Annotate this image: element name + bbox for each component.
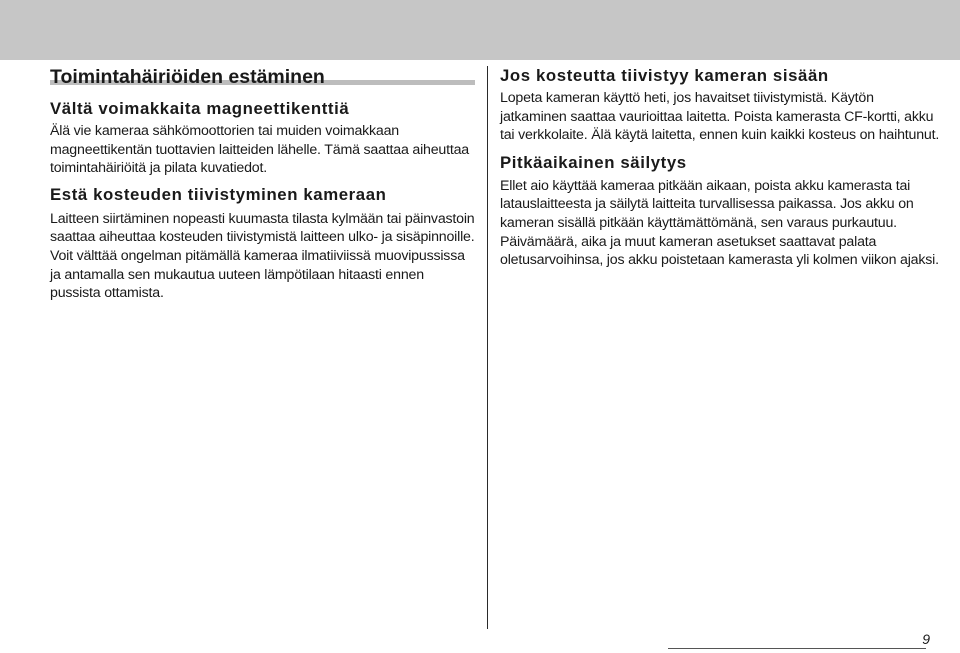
column-divider <box>487 66 488 629</box>
paragraph-internal-condensation: Lopeta kameran käyttö heti, jos havaitset tiivistymistä. Käytön jatkaminen saattaa vaurioittaa laitetta. Poista kamerasta CF-kortti, akku tai verkkolaite. Älä käytä laitetta, ennen kuin kaikki kosteus on haihtunut. <box>500 90 940 144</box>
paragraph-condensation-cause: Laitteen siirtäminen nopeasti kuumasta tilasta kylmään tai päinvastoin saattaa aiheuttaa kosteuden tiivistymistä laitteen ulko- ja sisäpinnoille. <box>50 210 475 246</box>
header-band <box>0 0 960 60</box>
section-heading-long-term-storage: Pitkäaikainen säilytys <box>500 152 687 172</box>
page-title-text: Toimintahäiriöiden estäminen <box>50 66 325 88</box>
left-column <box>50 66 475 303</box>
footer-rule <box>668 648 926 649</box>
right-column <box>500 66 940 270</box>
page-number: 9 <box>922 631 930 647</box>
paragraph-magnetic-fields: Älä vie kameraa sähkömoottorien tai muiden voimakkaan magneettikentän tuottavien laitteiden lähelle. Tämä saattaa aiheuttaa toimintahäiriöitä ja pilata kuvatiedot. <box>50 123 469 177</box>
section-heading-magnetic-fields: Vältä voimakkaita magneettikenttiä <box>50 99 350 118</box>
page-title <box>50 66 475 88</box>
paragraph-condensation-remedy: Voit välttää ongelman pitämällä kameraa ilmatiiviissä muovipussissa ja antamalla sen mukautua uuteen lämpötilaan hitaasti ennen pussista ottamista. <box>50 247 465 302</box>
section-heading-condensation-prevention: Estä kosteuden tiivistyminen kameraan <box>50 184 387 204</box>
paragraph-long-term-storage: Ellet aio käyttää kameraa pitkään aikaan, poista akku kamerasta tai latauslaitteesta ja säilytä laitteita turvallisessa paikassa. Jos akku on kameran sisällä pitkään käyttämättömänä, sen varaus purkautuu. Päivämäärä, aika ja muut kameran asetukset saattavat palata oletusarvoihinsa, jos akku poistetaan kamerasta yli kolmen viikon ajaksi. <box>500 177 939 269</box>
section-heading-internal-condensation: Jos kosteutta tiivistyy kameran sisään <box>500 66 829 85</box>
